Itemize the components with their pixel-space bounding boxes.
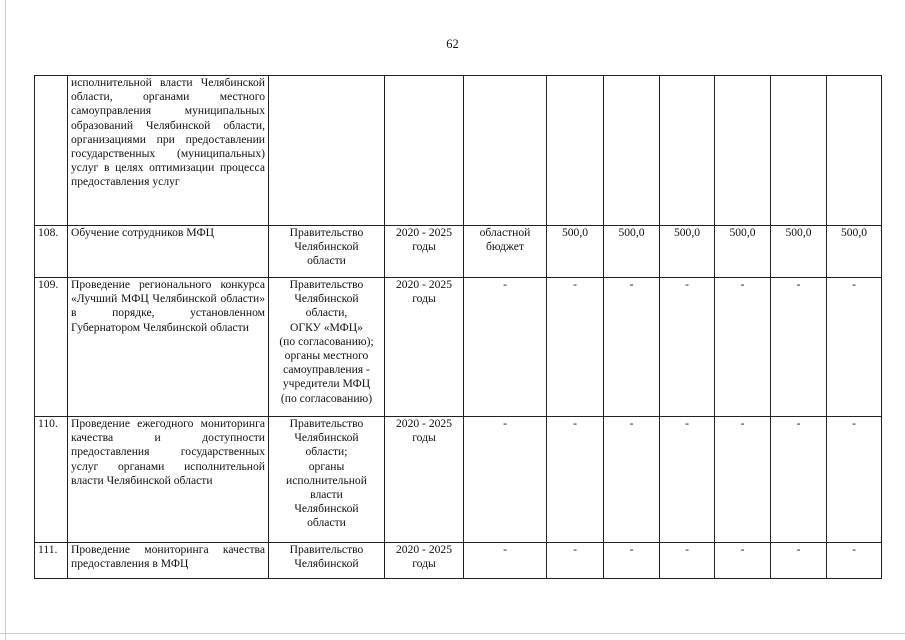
- program-table: [34, 75, 882, 579]
- value-cell: -: [660, 543, 715, 579]
- term-cell: 2020 - 2025 годы: [385, 543, 464, 579]
- funding-source-cell: -: [464, 417, 547, 543]
- value-cell: -: [604, 278, 660, 417]
- term-cell: 2020 - 2025 годы: [385, 226, 464, 278]
- value-cell: -: [827, 278, 882, 417]
- row-number: 111.: [35, 543, 68, 579]
- value-cell: -: [604, 543, 660, 579]
- value-cell: [715, 76, 771, 226]
- value-cell: -: [604, 417, 660, 543]
- value-cell: [771, 76, 827, 226]
- table-row: [35, 278, 882, 417]
- value-cell: 500,0: [547, 226, 604, 278]
- executor-cell: [269, 76, 385, 226]
- row-number: 110.: [35, 417, 68, 543]
- value-cell: -: [547, 417, 604, 543]
- value-cell: -: [547, 278, 604, 417]
- table-row: [35, 543, 882, 579]
- activity-name: Проведение регионального конкурса «Лучший МФЦ Челябинской области» в порядке, установленном Губернатором Челябинской области: [68, 278, 269, 417]
- executor-cell: Правительство Челябинской области; органы исполнительной власти Челябинской области: [269, 417, 385, 543]
- funding-source-cell: областной бюджет: [464, 226, 547, 278]
- activity-name: исполнительной власти Челябинской области, органами местного самоуправления муниципальных образований Челябинской области, организациями при предоставлении государственных (муниципальных) услуг в целях оптимизации процесса предоставления услуг: [68, 76, 269, 226]
- value-cell: 500,0: [827, 226, 882, 278]
- table-row: [35, 76, 882, 226]
- funding-source-cell: -: [464, 543, 547, 579]
- page-number: 62: [446, 37, 459, 51]
- funding-source-cell: -: [464, 278, 547, 417]
- activity-name: Проведение мониторинга качества предоставления в МФЦ: [68, 543, 269, 579]
- value-cell: [660, 76, 715, 226]
- value-cell: 500,0: [715, 226, 771, 278]
- value-cell: -: [827, 543, 882, 579]
- executor-cell: Правительство Челябинской области: [269, 226, 385, 278]
- value-cell: -: [827, 417, 882, 543]
- executor-cell: Правительство Челябинской: [269, 543, 385, 579]
- value-cell: 500,0: [604, 226, 660, 278]
- value-cell: -: [660, 278, 715, 417]
- table-row: [35, 417, 882, 543]
- funding-source-cell: [464, 76, 547, 226]
- page-edge-left: [5, 0, 6, 640]
- value-cell: -: [715, 417, 771, 543]
- activity-name: Обучение сотрудников МФЦ: [68, 226, 269, 278]
- term-cell: 2020 - 2025 годы: [385, 417, 464, 543]
- term-cell: 2020 - 2025 годы: [385, 278, 464, 417]
- value-cell: -: [771, 543, 827, 579]
- activity-name: Проведение ежегодного мониторинга качества и доступности предоставления государственных услуг органами исполнительной власти Челябинской области: [68, 417, 269, 543]
- value-cell: [827, 76, 882, 226]
- value-cell: -: [715, 278, 771, 417]
- row-number: [35, 76, 68, 226]
- value-cell: -: [771, 417, 827, 543]
- page-edge-bottom: [0, 633, 905, 634]
- table-row: [35, 226, 882, 278]
- value-cell: [547, 76, 604, 226]
- value-cell: -: [660, 417, 715, 543]
- row-number: 108.: [35, 226, 68, 278]
- row-number: 109.: [35, 278, 68, 417]
- value-cell: 500,0: [771, 226, 827, 278]
- value-cell: [604, 76, 660, 226]
- term-cell: [385, 76, 464, 226]
- value-cell: -: [771, 278, 827, 417]
- value-cell: 500,0: [660, 226, 715, 278]
- value-cell: -: [715, 543, 771, 579]
- executor-cell: Правительство Челябинской области, ОГКУ «МФЦ» (по согласованию); органы местного самоуправления - учредители МФЦ (по согласованию): [269, 278, 385, 417]
- value-cell: -: [547, 543, 604, 579]
